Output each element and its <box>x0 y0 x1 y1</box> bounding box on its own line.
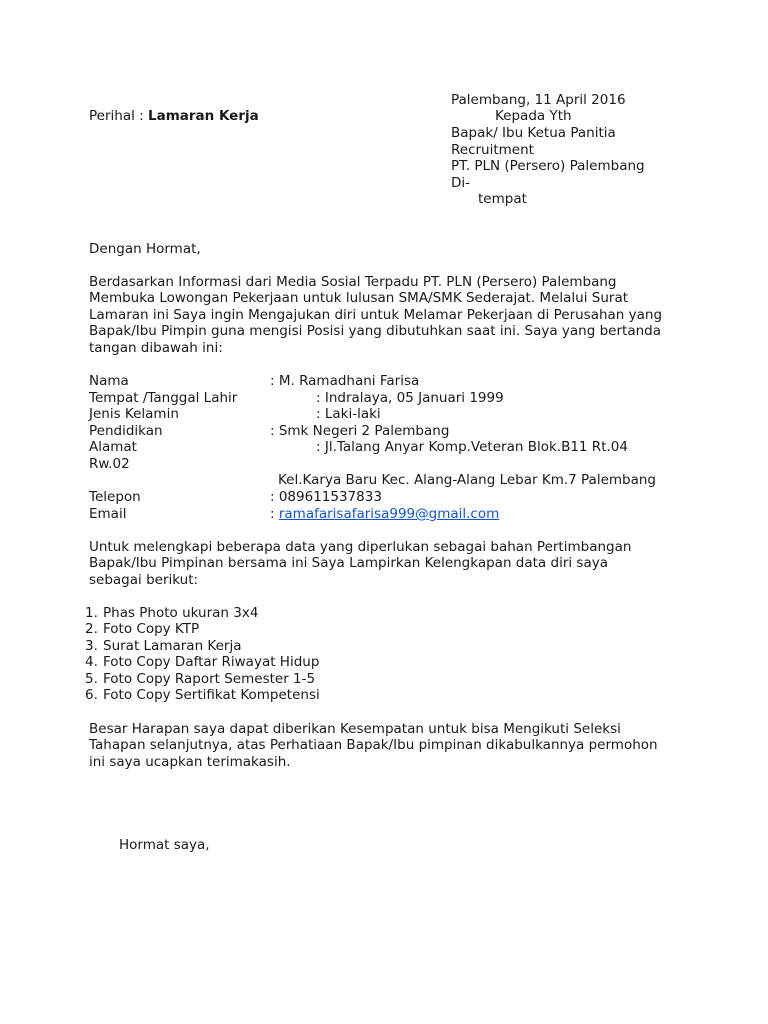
intro-line: Lamaran ini Saya ingin Mengajukan diri untuk Melamar Pekerjaan di Perusahan yang <box>89 307 663 323</box>
list-text: Foto Copy Sertifikat Kompetensi <box>103 687 320 703</box>
attachment-intro-line: Untuk melengkapi beberapa data yang diperlukan sebagai bahan Pertimbangan <box>89 539 632 555</box>
field-value-pendidikan: : Smk Negeri 2 Palembang <box>270 423 450 439</box>
field-value-alamat: : Jl.Talang Anyar Komp.Veteran Blok.B11 Rt.04 <box>316 439 628 455</box>
list-number: 3. <box>85 638 98 654</box>
field-label-email: Email <box>89 506 127 522</box>
attachment-list-item <box>85 605 258 622</box>
intro-line: Membuka Lowongan Pekerjaan untuk lulusan SMA/SMK Sederajat. Melalui Surat <box>89 290 629 306</box>
attachment-list-item <box>85 654 319 671</box>
recipient-line-3: PT. PLN (Persero) Palembang <box>451 158 645 174</box>
field-label-ttl: Tempat /Tanggal Lahir <box>89 390 238 406</box>
signoff: Hormat saya, <box>119 837 210 853</box>
attachment-list-item <box>85 621 199 638</box>
list-number: 4. <box>85 654 98 670</box>
field-label-nama: Nama <box>89 373 129 389</box>
field-value-alamat-line2: Kel.Karya Baru Kec. Alang-Alang Lebar Km.7 Palembang <box>278 472 657 488</box>
subject-label: Perihal : <box>89 108 148 124</box>
subject-value: Lamaran Kerja <box>147 108 259 124</box>
recipient-line-5: tempat <box>478 191 527 207</box>
intro-line: Berdasarkan Informasi dari Media Sosial Terpadu PT. PLN (Persero) Palembang <box>89 274 617 290</box>
field-value-alamat-cont: Rw.02 <box>89 456 130 472</box>
field-value-telepon: : 089611537833 <box>270 489 382 505</box>
closing-line: ini saya ucapkan terimakasih. <box>89 754 291 770</box>
letter-date: Palembang, 11 April 2016 <box>451 92 626 108</box>
attachment-intro-line: Bapak/Ibu Pimpinan bersama ini Saya Lampirkan Kelengkapan data diri saya <box>89 555 608 571</box>
list-text: Phas Photo ukuran 3x4 <box>103 605 259 621</box>
closing-line: Tahapan selanjutnya, atas Perhatiaan Bapak/Ibu pimpinan dikabulkannya permohon <box>89 737 658 753</box>
greeting: Dengan Hormat, <box>89 241 201 257</box>
list-number: 2. <box>85 621 98 637</box>
intro-line: tangan dibawah ini: <box>89 340 223 356</box>
field-label-alamat: Alamat <box>89 439 137 455</box>
field-value-jenis-kelamin: : Laki-laki <box>316 406 381 422</box>
field-value-nama: : M. Ramadhani Farisa <box>270 373 420 389</box>
recipient-line-1: Bapak/ Ibu Ketua Panitia <box>451 125 616 141</box>
recipient-line-2: Recruitment <box>451 142 534 158</box>
subject-line <box>89 108 259 125</box>
list-number: 1. <box>85 605 98 621</box>
list-text: Foto Copy KTP <box>103 621 200 637</box>
list-text: Foto Copy Raport Semester 1-5 <box>103 671 316 687</box>
field-label-jenis-kelamin: Jenis Kelamin <box>89 406 179 422</box>
email-link[interactable]: ramafarisafarisa999@gmail.com <box>278 506 500 522</box>
intro-line: Bapak/Ibu Pimpin guna mengisi Posisi yang dibutuhkan saat ini. Saya yang bertanda <box>89 323 661 339</box>
list-number: 5. <box>85 671 98 687</box>
recipient-kepada: Kepada Yth <box>495 108 572 124</box>
attachment-list-item <box>85 687 320 704</box>
field-value-ttl: : Indralaya, 05 Januari 1999 <box>316 390 504 406</box>
list-number: 6. <box>85 687 98 703</box>
list-text: Foto Copy Daftar Riwayat Hidup <box>103 654 320 670</box>
attachment-list-item <box>85 671 315 688</box>
field-label-telepon: Telepon <box>89 489 141 505</box>
field-label-pendidikan: Pendidikan <box>89 423 163 439</box>
recipient-line-4: Di- <box>451 175 471 191</box>
attachment-list-item <box>85 638 241 655</box>
closing-line: Besar Harapan saya dapat diberikan Kesempatan untuk bisa Mengikuti Seleksi <box>89 721 621 737</box>
attachment-intro-line: sebagai berikut: <box>89 572 199 588</box>
field-value-email <box>270 506 499 523</box>
list-text: Surat Lamaran Kerja <box>103 638 242 654</box>
email-colon: : <box>270 506 279 522</box>
